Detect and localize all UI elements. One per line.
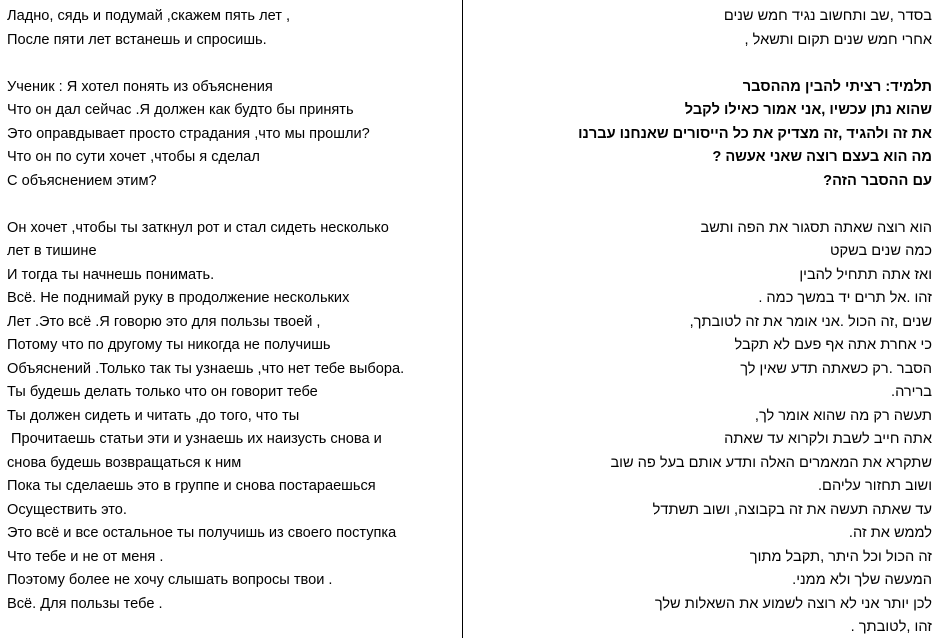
text-line: Осуществить это. <box>7 501 127 518</box>
text-line: Потому что по другому ты никогда не получишь <box>7 337 331 353</box>
text-line: כמה שנים בשקט <box>830 243 932 259</box>
text-line: תעשה רק מה שהוא אומר לך, <box>754 407 932 424</box>
text-line: זהו ,לטובתך . <box>850 619 932 635</box>
text-line: снова будешь возвращаться к ним <box>7 454 242 471</box>
text-line: Ладно, сядь и подумай ,скажем пять лет , <box>7 8 291 24</box>
text-line: Он хочет ,чтобы ты заткнул рот и стал сидеть несколько <box>7 219 389 236</box>
text-line: Пока ты сделаешь это в группе и снова постараешься <box>7 478 376 494</box>
text-line: Что он по сути хочет ,чтобы я сделал <box>7 149 260 165</box>
text-line: Поэтому более не хочу слышать вопросы твои . <box>7 572 333 588</box>
text-line: Всё. Не поднимай руку в продолжение нескольких <box>7 290 350 306</box>
text-line: Что он дал сейчас .Я должен как будто бы принять <box>7 102 354 118</box>
blank-line <box>7 52 457 76</box>
text-line: Это всё и все остальное ты получишь из своего поступка <box>7 525 397 541</box>
text-line: לכן יותר אני לא רוצה לשמוע את השאלות שלך <box>654 595 932 612</box>
text-line: Лет .Это всё .Я говорю это для пользы твоей , <box>7 313 321 330</box>
text-line: Ученик : Я хотел понять из объяснения <box>7 78 273 95</box>
student-question-line: עם ההסבר הזה? <box>823 172 932 189</box>
text-line: שתקרא את המאמרים האלה ותדע אותם בעל פה שוב <box>610 454 932 471</box>
russian-text-column <box>7 5 457 616</box>
text-line: Это оправдывает просто страдания ,что мы прошли? <box>7 125 370 142</box>
text-line: И тогда ты начнешь понимать. <box>7 266 215 283</box>
text-line: עד שאתה תעשה את זה בקבוצה, ושוב תשתדל <box>652 501 932 518</box>
text-line: אתה חייב לשבת ולקרוא עד שאתה <box>724 431 932 447</box>
column-divider <box>462 0 463 638</box>
student-question-line: את זה ולהגיד ,זה מצדיק את כל הייסורים שאנחנו עברנו <box>578 125 932 142</box>
text-line: После пяти лет встанешь и спросишь. <box>7 31 267 48</box>
blank-line <box>477 52 932 76</box>
text-line: Объяснений .Только так ты узнаешь ,что нет тебе выбора. <box>7 360 405 377</box>
text-line: שנים ,זה הכול .אני אומר את זה לטובתך, <box>689 313 932 330</box>
text-line: זה הכול וכל היתר ,תקבל מתוך <box>749 548 932 565</box>
text-line: Ты должен сидеть и читать ,до того, что ты <box>7 407 300 424</box>
text-line: Всё. Для пользы тебе . <box>7 595 163 612</box>
text-line: המעשה שלך ולא ממני. <box>792 572 932 588</box>
text-line: כי אחרת אתה אף פעם לא תקבל <box>734 337 932 353</box>
text-line: Что тебе и не от меня . <box>7 548 164 565</box>
text-line: С объяснением этим? <box>7 172 157 189</box>
text-line: לממש את זה. <box>848 525 932 541</box>
text-line: ושוב תחזור עליהם. <box>818 478 932 494</box>
text-line: בסדר ,שב ותחשוב נגיד חמש שנים <box>723 8 932 24</box>
student-question-line: שהוא נתן עכשיו ,אני אמור כאילו לקבל <box>684 102 932 118</box>
hebrew-text-column <box>477 5 932 640</box>
text-line: Прочитаешь статьи эти и узнаешь их наизусть снова и <box>7 431 382 447</box>
text-line: אחרי חמש שנים תקום ותשאל , <box>744 31 932 48</box>
blank-line <box>477 193 932 217</box>
text-line: זהו .אל תרים יד במשך כמה . <box>758 290 932 306</box>
text-line: лет в тишине <box>7 243 97 259</box>
text-line: הוא רוצה שאתה תסגור את הפה ותשב <box>700 219 932 236</box>
student-question-line: תלמיד: רציתי להבין מההסבר <box>742 78 932 95</box>
text-line: הסבר .רק כשאתה תדע שאין לך <box>740 360 932 377</box>
blank-line <box>7 193 457 217</box>
text-line: ברירה. <box>891 384 932 400</box>
text-line: Ты будешь делать только что он говорит тебе <box>7 384 318 400</box>
text-line: ואז אתה תתחיל להבין <box>799 266 932 283</box>
student-question-line: מה הוא בעצם רוצה שאני אעשה ? <box>712 149 932 165</box>
